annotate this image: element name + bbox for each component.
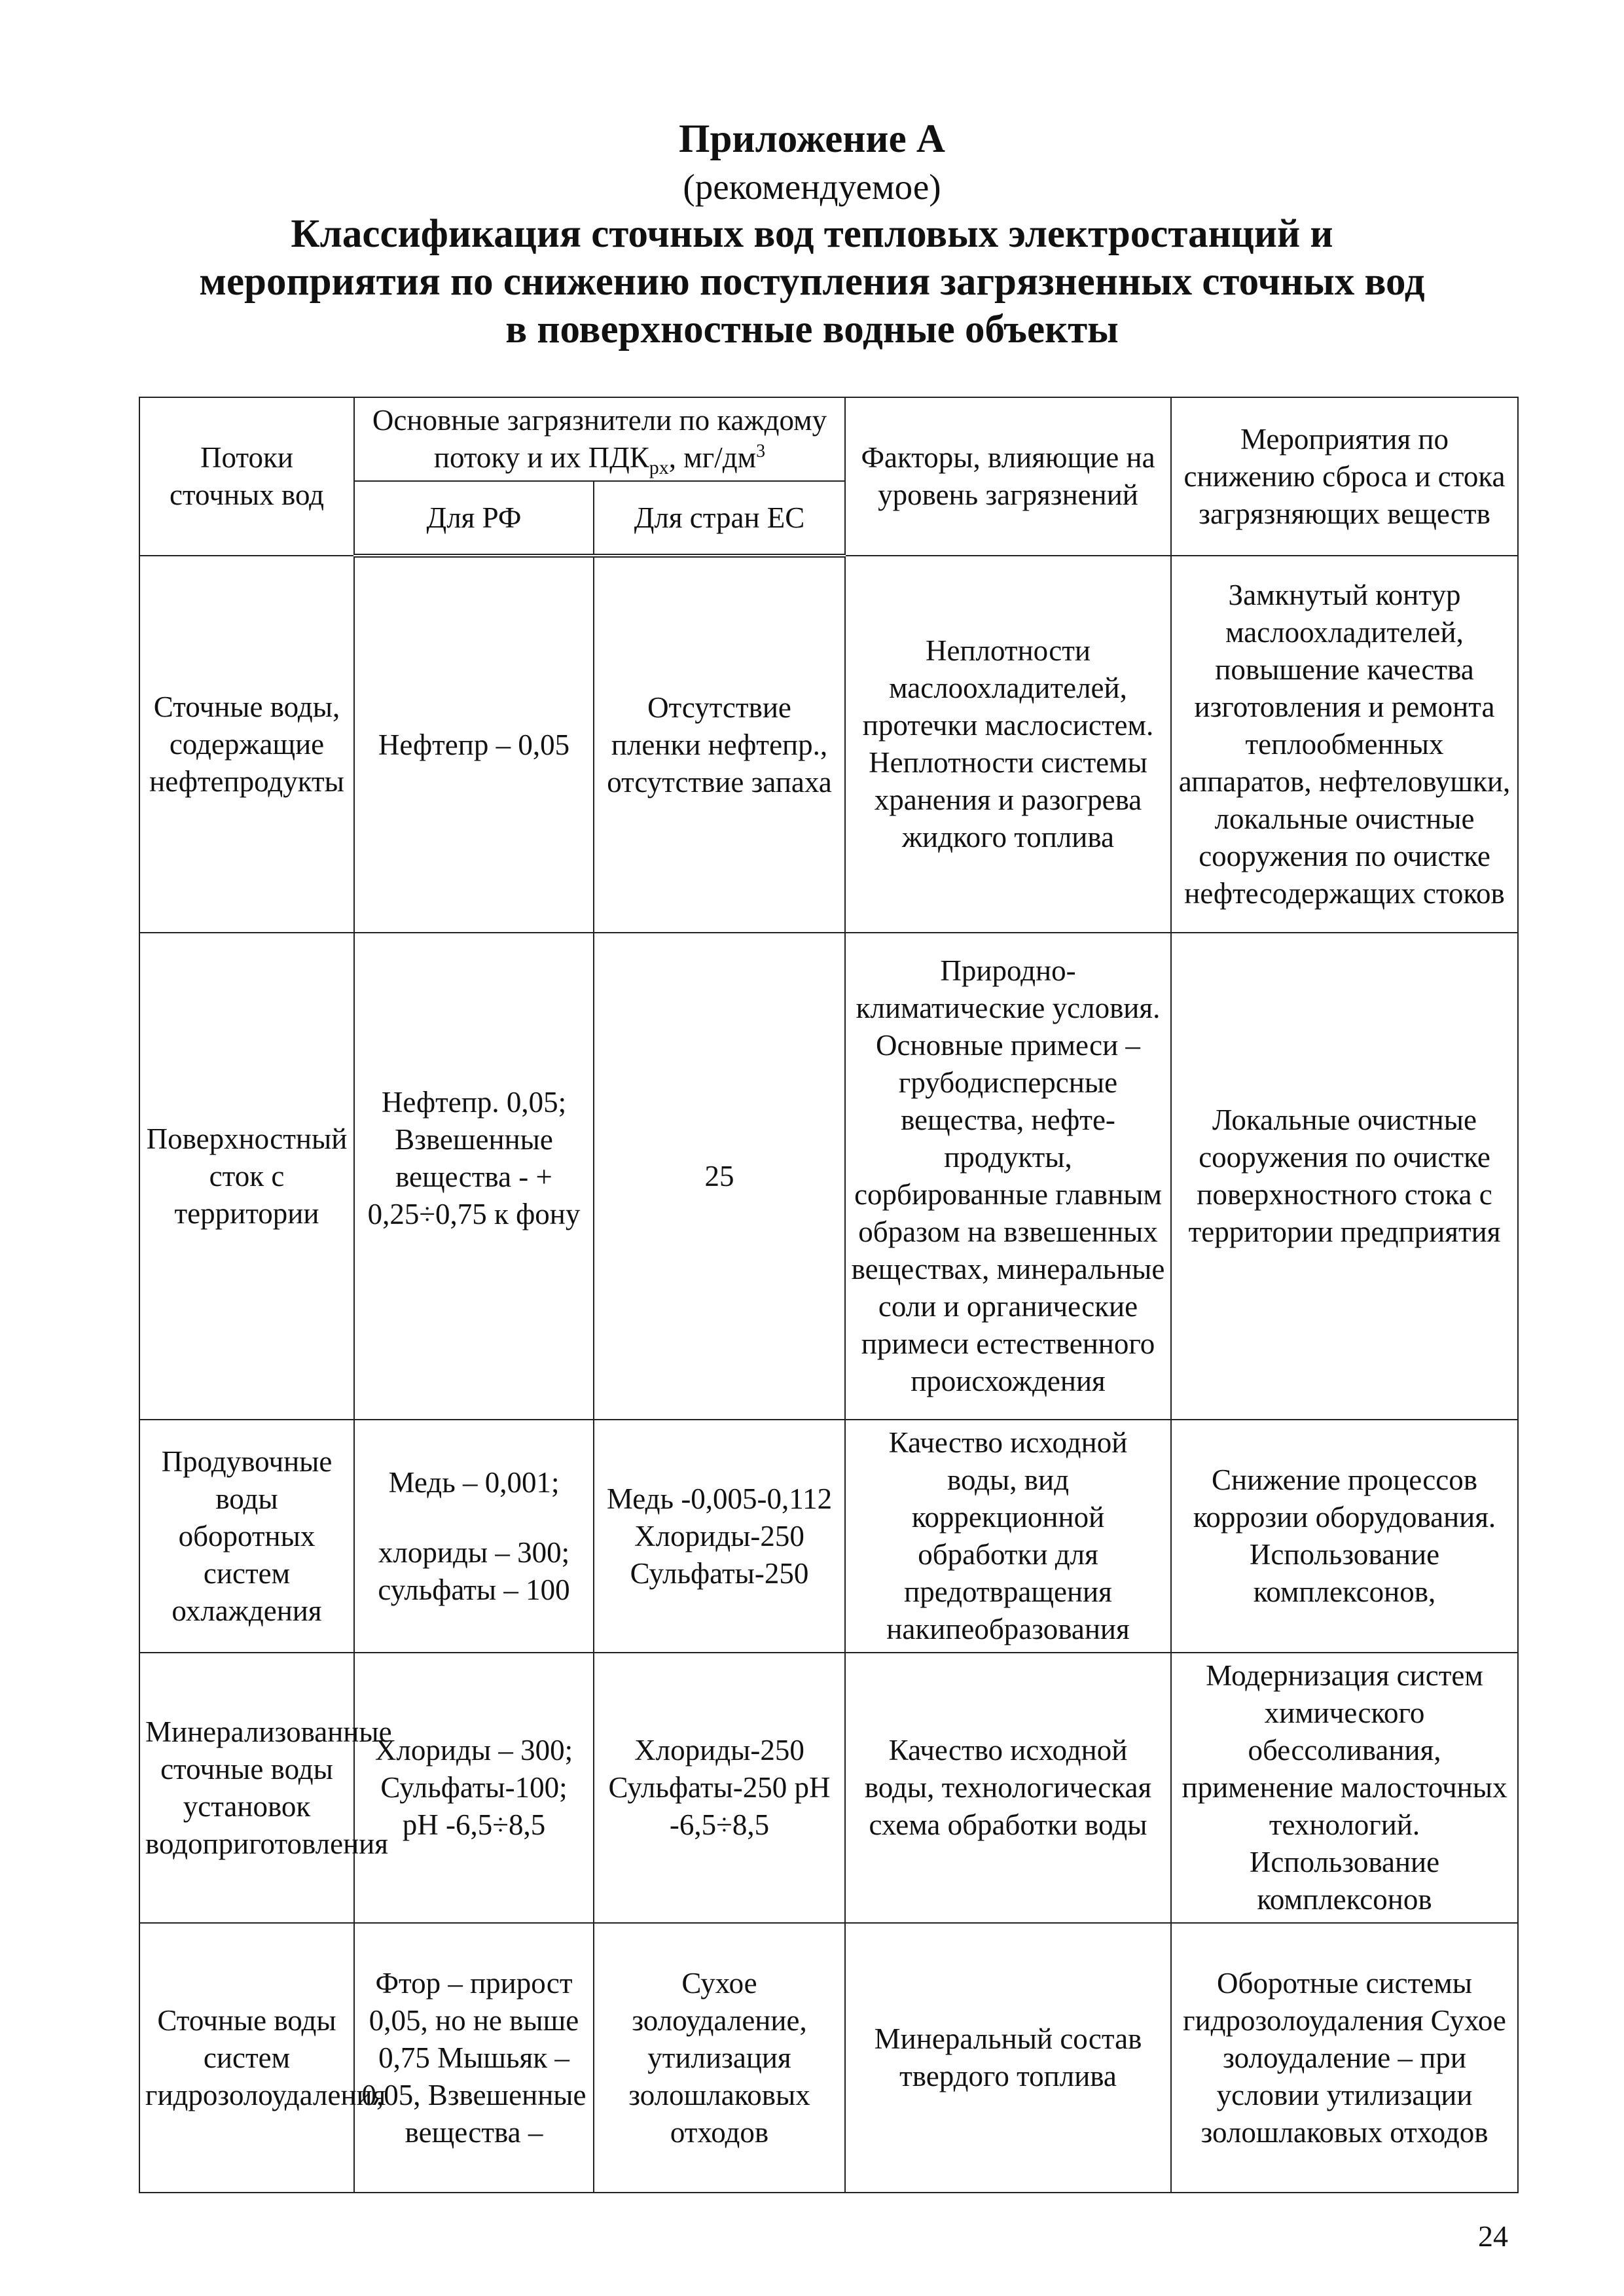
header-pollutants-subscript: рх	[649, 457, 669, 478]
cell-measures: Модернизация систем химического обессоливания, применение малосточных технологий. Использование комплексонов	[1171, 1653, 1518, 1923]
header-rf: Для РФ	[354, 481, 594, 556]
table-row	[139, 1923, 1518, 2193]
cell-factors: Природно-климатические условия. Основные примеси – грубодисперсные вещества, нефте-продукты, сорбированные главным образом на взвешенных веществах, минеральные соли и органические примеси естественного происхождения	[845, 933, 1171, 1420]
cell-eu: Сухое золоудаление, утилизация золошлаковых отходов	[594, 1923, 845, 2193]
header-pollutants-text: Основные загрязнители по каждому потоку и их ПДК	[372, 404, 827, 474]
cell-eu: Отсутствие пленки нефтепр., отсутствие запаха	[594, 556, 845, 933]
header-pollutants-unit: , мг/дм	[668, 441, 757, 474]
cell-flow: Поверхностный сток с территории	[139, 933, 354, 1420]
cell-measures: Замкнутый контур маслоохладителей, повышение качества изготовления и ремонта теплообменных аппаратов, нефтеловушки, локальные очистные сооружения по очистке нефтесодержащих стоков	[1171, 556, 1518, 933]
appendix-title: Приложение А	[679, 117, 945, 161]
page-number: 24	[1478, 2219, 1508, 2253]
cell-flow: Сточные воды систем гидрозолоудаления	[139, 1923, 354, 2193]
cell-factors: Качество исходной воды, вид коррекционной обработки для предотвращения накипеобразования	[845, 1420, 1171, 1653]
appendix-subtitle: (рекомендуемое)	[683, 167, 941, 207]
cell-eu: 25	[594, 933, 845, 1420]
table-caption-line-1: Классификация сточных вод тепловых электростанций и	[291, 212, 1333, 256]
wastewater-table	[139, 397, 1519, 2193]
cell-factors: Качество исходной воды, технологическая схема обработки воды	[845, 1653, 1171, 1923]
heading	[0, 115, 1624, 353]
cell-flow: Минерализованные сточные воды установок водоприготовления	[139, 1653, 354, 1923]
header-measures: Мероприятия по снижению сброса и стока загрязняющих веществ	[1171, 397, 1518, 556]
cell-eu: Хлориды-250 Сульфаты-250 pH -6,5÷8,5	[594, 1653, 845, 1923]
header-factors: Факторы, влияющие на уровень загрязнений	[845, 397, 1171, 556]
cell-rf: Фтор – прирост 0,05, но не выше 0,75 Мышьяк – 0,05, Взвешенные вещества –	[354, 1923, 594, 2193]
cell-rf	[354, 1420, 594, 1653]
table-row	[139, 556, 1518, 933]
table-caption-line-3: в поверхностные водные объекты	[505, 308, 1119, 351]
cell-rf: Хлориды – 300; Сульфаты-100; pH -6,5÷8,5	[354, 1653, 594, 1923]
cell-measures: Снижение процессов коррозии оборудования. Использование комплексонов,	[1171, 1420, 1518, 1653]
header-pollutants	[354, 397, 845, 481]
cell-rf: Нефтепр – 0,05	[354, 556, 594, 933]
cell-rf-spacer	[360, 1501, 588, 1534]
header-eu: Для стран ЕС	[594, 481, 845, 556]
cell-factors: Неплотности маслоохладителей, протечки маслосистем. Неплотности системы хранения и разогрева жидкого топлива	[845, 556, 1171, 933]
cell-flow: Сточные воды, содержащие нефтепродукты	[139, 556, 354, 933]
table-row	[139, 1653, 1518, 1923]
cell-factors: Минеральный состав твердого топлива	[845, 1923, 1171, 2193]
table-caption-line-2: мероприятия по снижению поступления загрязненных сточных вод	[199, 260, 1425, 304]
header-pollutants-superscript: 3	[756, 441, 766, 461]
cell-eu: Медь -0,005-0,112 Хлориды-250 Сульфаты-250	[594, 1420, 845, 1653]
header-flows: Потоки сточных вод	[139, 397, 354, 556]
table-row	[139, 1420, 1518, 1653]
cell-measures: Оборотные системы гидрозолоудаления Сухое золоудаление – при условии утилизации золошлаковых отходов	[1171, 1923, 1518, 2193]
cell-flow: Продувочные воды оборотных систем охлаждения	[139, 1420, 354, 1653]
cell-rf: Нефтепр. 0,05; Взвешенные вещества - + 0,25÷0,75 к фону	[354, 933, 594, 1420]
table-row	[139, 933, 1518, 1420]
cell-rf-line-1: Медь – 0,001;	[388, 1465, 560, 1499]
cell-measures: Локальные очистные сооружения по очистке поверхностного стока с территории предприятия	[1171, 933, 1518, 1420]
cell-rf-line-2: хлориды – 300; сульфаты – 100	[378, 1535, 570, 1606]
